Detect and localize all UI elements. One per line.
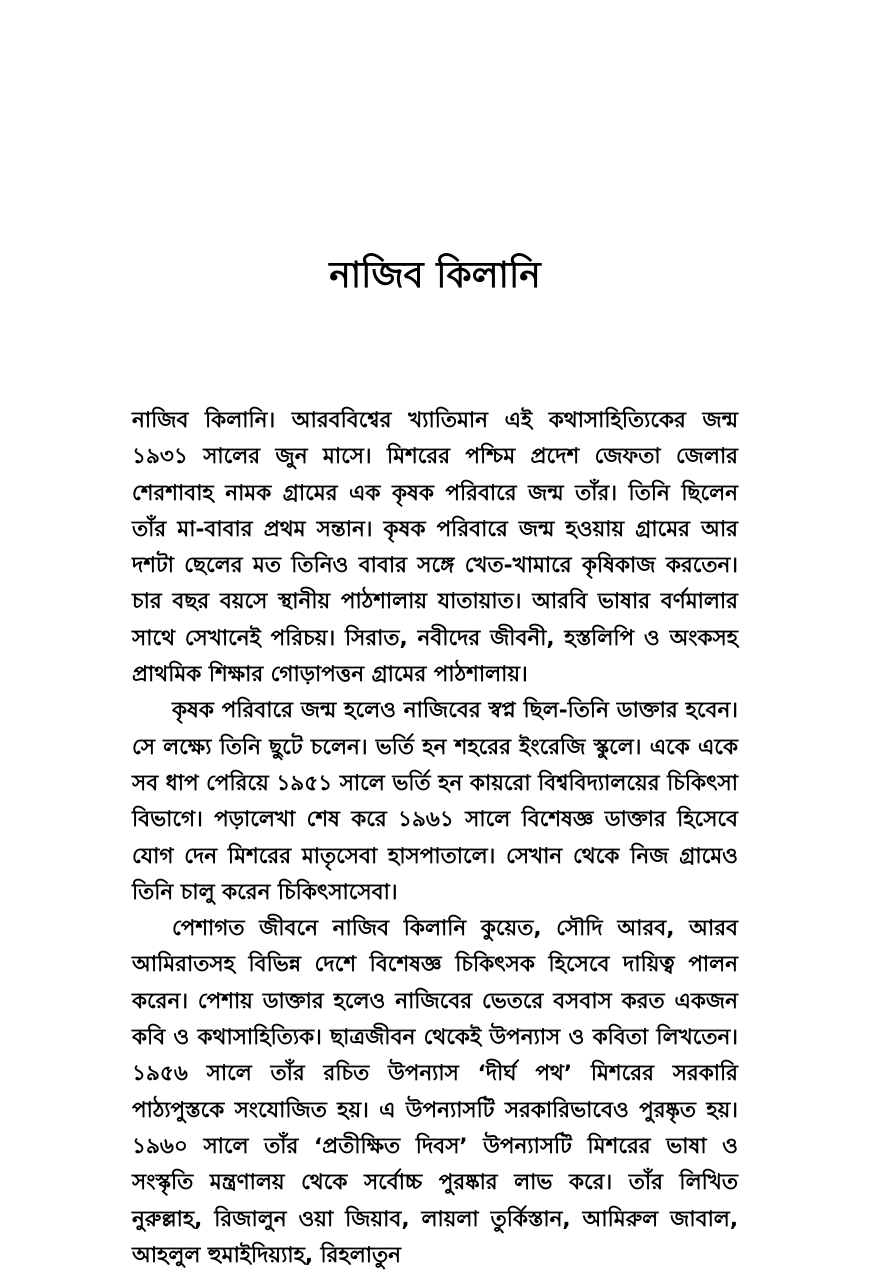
paragraph-3: পেশাগত জীবনে নাজিব কিলানি কুয়েত, সৌদি আরব, আরব আমিরাতসহ বিভিন্ন দেশে বিশেষজ্ঞ চিকিৎসক হিসেবে দায়িত্ব পালন করেন। পেশায় ডাক্তার হলেও নাজিবের ভেতরে বসবাস করত একজন কবি ও কথাসাহিত্যিক। ছাত্রজীবন থেকেই উপন্যাস ও কবিতা লিখতেন। ১৯৫৬ সালে তাঁর রচিত উপন্যাস ‘দীর্ঘ পথ’ মিশরের সরকারি পাঠ্যপুস্তকে সংযোজিত হয়। এ উপন্যাসটি সরকারিভাবেও পুরষ্কৃত হয়। ১৯৬০ সালে তাঁর ‘প্রতীক্ষিত দিবস’ উপন্যাসটি মিশরের ভাষা ও সংস্কৃতি মন্ত্রণালয় থেকে সর্বোচ্চ পুরষ্কার লাভ করে। তাঁর লিখিত নুরুল্লাহ, রিজালুন ওয়া জিয়াব, লায়লা তুর্কিস্তান, আমিরুল জাবাল, আহলুল হুমাইদিয়্যাহ, রিহলাতুন <box>132 916 738 1268</box>
paragraph-2: কৃষক পরিবারে জন্ম হলেও নাজিবের স্বপ্ন ছিল-তিনি ডাক্তার হবেন। সে লক্ষ্যে তিনি ছুটে চলেন। ভর্তি হন শহরের ইংরেজি স্কুলে। একে একে সব ধাপ পেরিয়ে ১৯৫১ সালে ভর্তি হন কায়রো বিশ্ববিদ্যালয়ের চিকিৎসা বিভাগে। পড়ালেখা শেষ করে ১৯৬১ সালে বিশেষজ্ঞ ডাক্তার হিসেবে যোগ দেন মিশরের মাতৃসেবা হাসপাতালে। সেখান থেকে নিজ গ্রামেও তিনি চালু করেন চিকিৎসাসেবা। <box>132 698 738 905</box>
paragraph-1: নাজিব কিলানি। আরববিশ্বের খ্যাতিমান এই কথাসাহিত্যিকের জন্ম ১৯৩১ সালের জুন মাসে। মিশরের পশ্চিম প্রদেশ জেফতা জেলার শেরশাবাহ নামক গ্রামের এক কৃষক পরিবারে জন্ম তাঁর। তিনি ছিলেন তাঁর মা-বাবার প্রথম সন্তান। কৃষক পরিবারে জন্ম হওয়ায় গ্রামের আর দশটা ছেলের মত তিনিও বাবার সঙ্গে খেত-খামারে কৃষিকাজ করতেন। চার বছর বয়সে স্থানীয় পাঠশালায় যাতায়াত। আরবি ভাষার বর্ণমালার সাথে সেখানেই পরিচয়। সিরাত, নবীদের জীবনী, হস্তলিপি ও অংকসহ প্রাথমিক শিক্ষার গোড়াপত্তন গ্রামের পাঠশালায়। <box>132 408 738 688</box>
chapter-title: নাজিব কিলানি <box>329 255 541 296</box>
chapter-body <box>132 403 738 1274</box>
